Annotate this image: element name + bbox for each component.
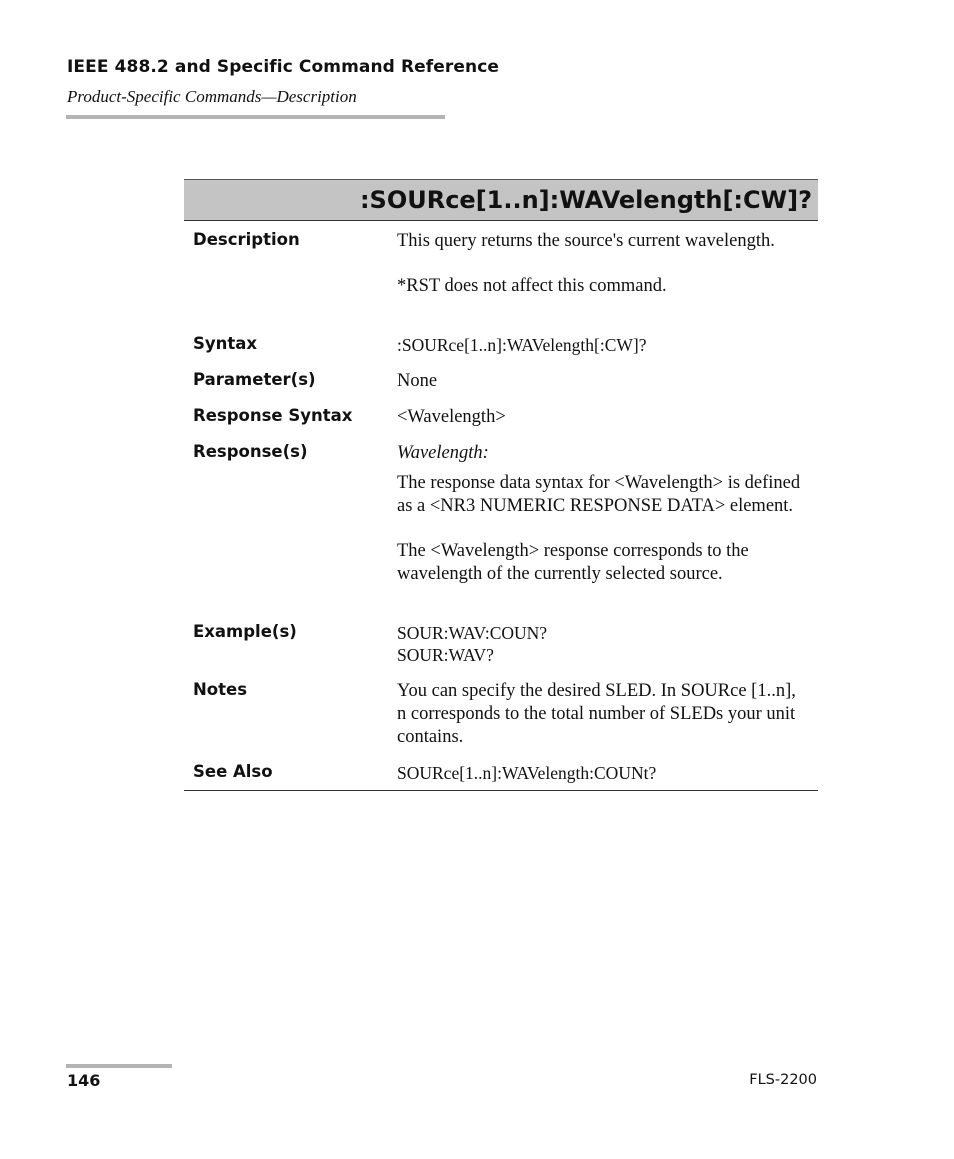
response-param-name: Wavelength: [397,443,489,463]
parameters-text: None [397,371,438,391]
page-number: 146 [67,1071,101,1090]
description-text: This query returns the source's current wavelength. [397,231,775,251]
example-line: SOUR:WAV? [397,645,494,665]
row-label: Example(s) [193,622,297,641]
syntax-text: :SOURce[1..n]:WAVelength[:CW]? [397,335,647,355]
example-line: SOUR:WAV:COUN? [397,623,548,643]
header-rule [66,115,445,119]
see-also-link: SOURce[1..n]:WAVelength:COUNt? [397,763,657,783]
row-value [397,442,815,586]
notes-text: You can specify the desired SLED. In SOURce [1..n], n corresponds to the total number of SLEDs your unit contains. [397,681,796,747]
command-name: :SOURce[1..n]:WAVelength[:CW]? [359,186,812,214]
row-label: Parameter(s) [193,370,316,389]
rst-note: *RST does not affect this command. [397,276,667,296]
row-label: Description [193,230,300,249]
row-value [397,622,815,666]
row-label: Syntax [193,334,258,353]
row-value [397,230,815,298]
response-format-text: The response data syntax for <Wavelength> is defined as a <NR3 NUMERIC RESPONSE DATA> element. [397,473,801,516]
product-name: FLS-2200 [749,1072,817,1088]
section-title: IEEE 488.2 and Specific Command Reference [67,57,500,77]
row-label: See Also [193,762,273,781]
row-label: Response Syntax [193,406,353,425]
command-table [184,179,818,783]
section-subtitle: Product-Specific Commands—Description [67,87,357,106]
row-label: Notes [193,680,248,699]
command-banner [184,179,818,221]
row-label: Response(s) [193,442,308,461]
response-syntax-text: <Wavelength> [397,407,506,427]
footer-rule [66,1064,172,1068]
response-meaning-text: The <Wavelength> response corresponds to the wavelength of the currently selected source. [397,541,749,584]
table-bottom-rule [184,790,818,791]
